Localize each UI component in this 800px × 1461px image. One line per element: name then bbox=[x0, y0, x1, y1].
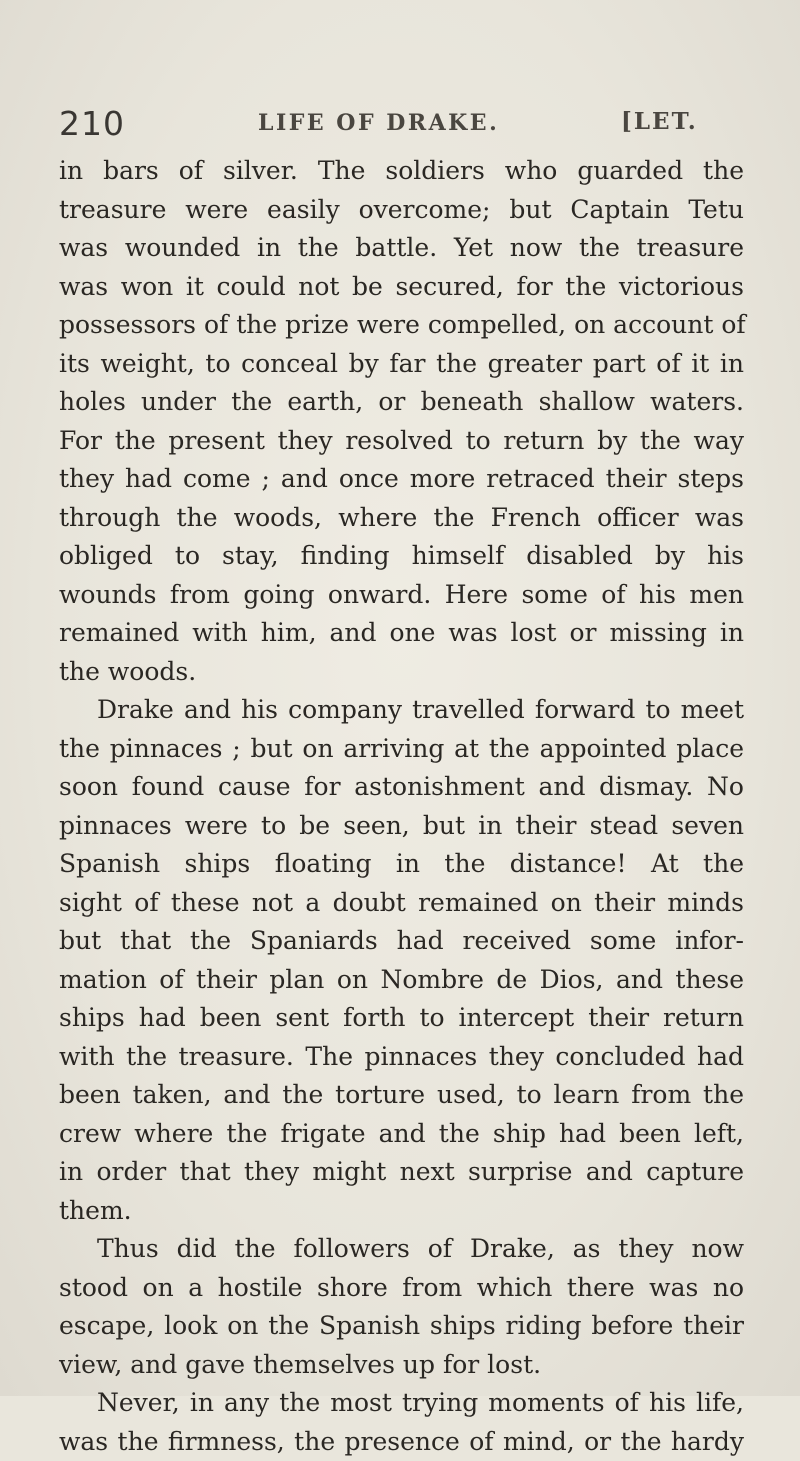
text-line: the pinnaces ; but on arriving at the appointed place bbox=[59, 730, 744, 769]
text-line: with the treasure. The pinnaces they concluded had bbox=[59, 1038, 744, 1077]
text-line: remained with him, and one was lost or missing in bbox=[59, 614, 744, 653]
text-line: holes under the earth, or beneath shallow waters. bbox=[59, 383, 744, 422]
text-line: Drake and his company travelled forward to meet bbox=[59, 691, 744, 730]
text-line: the woods. bbox=[59, 653, 744, 692]
text-line: sight of these not a doubt remained on their minds bbox=[59, 884, 744, 923]
text-line: escape, look on the Spanish ships riding before their bbox=[59, 1307, 744, 1346]
text-line: Never, in any the most trying moments of his life, bbox=[59, 1384, 744, 1423]
text-line: Thus did the followers of Drake, as they now bbox=[59, 1230, 744, 1269]
text-line: treasure were easily overcome; but Captain Tetu bbox=[59, 191, 744, 230]
text-line: pinnaces were to be seen, but in their stead seven bbox=[59, 807, 744, 846]
text-line: ships had been sent forth to intercept their return bbox=[59, 999, 744, 1038]
paragraph bbox=[59, 691, 744, 1230]
text-line: mation of their plan on Nombre de Dios, and these bbox=[59, 961, 744, 1000]
text-line: they had come ; and once more retraced their steps bbox=[59, 460, 744, 499]
paragraph bbox=[59, 1230, 744, 1384]
text-line: was won it could not be secured, for the victorious bbox=[59, 268, 744, 307]
page-number: 210 bbox=[59, 104, 125, 143]
text-line: them. bbox=[59, 1192, 744, 1231]
text-line: its weight, to conceal by far the greater part of it in bbox=[59, 345, 744, 384]
text-line: in order that they might next surprise and capture bbox=[59, 1153, 744, 1192]
text-line: view, and gave themselves up for lost. bbox=[59, 1346, 744, 1385]
text-line: but that the Spaniards had received some infor- bbox=[59, 922, 744, 961]
page-header bbox=[0, 104, 800, 154]
text-line: possessors of the prize were compelled, on account of bbox=[59, 306, 744, 345]
text-line: was the firmness, the presence of mind, or the hardy bbox=[59, 1423, 744, 1461]
text-line: crew where the frigate and the ship had been left, bbox=[59, 1115, 744, 1154]
text-line: Spanish ships floating in the distance! At the bbox=[59, 845, 744, 884]
text-line: stood on a hostile shore from which there was no bbox=[59, 1269, 744, 1308]
section-mark: [LET. bbox=[621, 108, 698, 135]
text-line: was wounded in the battle. Yet now the treasure bbox=[59, 229, 744, 268]
text-line: through the woods, where the French officer was bbox=[59, 499, 744, 538]
text-line: For the present they resolved to return by the way bbox=[59, 422, 744, 461]
body-text bbox=[59, 152, 744, 1461]
running-title: LIFE OF DRAKE. bbox=[258, 110, 499, 136]
text-line: wounds from going onward. Here some of his men bbox=[59, 576, 744, 615]
text-line: soon found cause for astonishment and dismay. No bbox=[59, 768, 744, 807]
text-line: in bars of silver. The soldiers who guarded the bbox=[59, 152, 744, 191]
text-line: obliged to stay, finding himself disabled by his bbox=[59, 537, 744, 576]
text-line: been taken, and the torture used, to learn from the bbox=[59, 1076, 744, 1115]
paragraph bbox=[59, 152, 744, 691]
